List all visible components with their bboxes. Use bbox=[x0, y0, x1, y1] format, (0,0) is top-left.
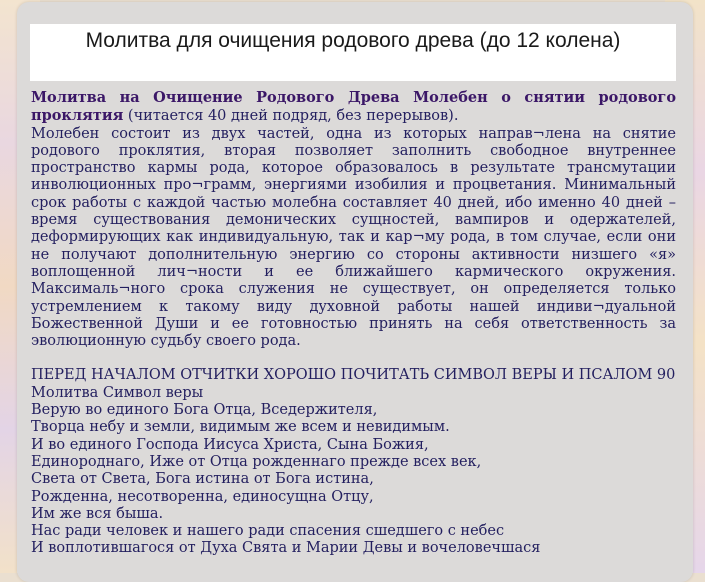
prayer-line: Творца небу и земли, видимым же всем и невидимым. bbox=[31, 419, 450, 436]
title-box bbox=[30, 24, 676, 81]
prayer-line: И воплотившагося от Духа Свята и Марии Девы и вочеловечшася bbox=[31, 540, 541, 557]
prayer-line: Верую во единого Бога Отца, Вседержителя, bbox=[31, 402, 378, 419]
prayer-title: Молитва Символ веры bbox=[31, 384, 204, 401]
bottom-fade bbox=[17, 560, 693, 573]
prayer-line: Света от Света, Бога истина от Бога истина, bbox=[31, 471, 374, 488]
prayer-line: Нас ради человек и нашего ради спасения сшедшего с небес bbox=[31, 523, 505, 540]
instruction-line: ПЕРЕД НАЧАЛОМ ОТЧИТКИ ХОРОШО ПОЧИТАТЬ СИМВОЛ ВЕРЫ И ПСАЛОМ 90 bbox=[31, 367, 676, 384]
intro-note: (читается 40 дней подряд, без перерывов). bbox=[123, 108, 459, 125]
prayer-line: И во единого Господа Иисуса Христа, Сына Божия, bbox=[31, 436, 429, 453]
article-body bbox=[31, 89, 676, 558]
description-paragraph: Молебен состоит из двух частей, одна из которых направ¬лена на снятие родового проклятия, вторая позволяет заполнить свободное внутреннее пространство кармы рода, которое образовалось в результате трансмутации инволюционных про¬грамм, энергиями изобилия и процветания. Минимальный срок работы с каждой частью молебна составляет 40 дней, ибо именно 40 дней – время существования демонических сущностей, вампиров и одержателей, деформирующих как индивидуальную, так и кар¬му рода, в том случае, если они не получают дополнительную энергию со стороны активности низшего «я» воплощенной лич¬ности и ее ближайшего кармического окружения. Максималь¬ного срока служения не существует, он определяется только устремлением к такому виду духовной работы нашей индиви¬дуальной Божественной Души и ее готовностью принять на себя ответственность за эволюционную судьбу своего рода. bbox=[31, 125, 676, 350]
prayer-line: Им же вся быша. bbox=[31, 505, 164, 522]
prayer-line: Единороднаго, Иже от Отца рожденнаго прежде всех век, bbox=[31, 453, 482, 470]
prayer-line: Рожденна, несотворенна, единосущна Отцу, bbox=[31, 488, 374, 505]
intro-heading: Молитва на Очищение Родового Древа Молебен о снятии родового проклятия bbox=[31, 89, 676, 125]
intro-paragraph bbox=[31, 89, 676, 126]
page-title: Молитва для очищения родового древа (до 12 колена) bbox=[85, 29, 621, 52]
paragraph-spacer bbox=[31, 350, 676, 367]
